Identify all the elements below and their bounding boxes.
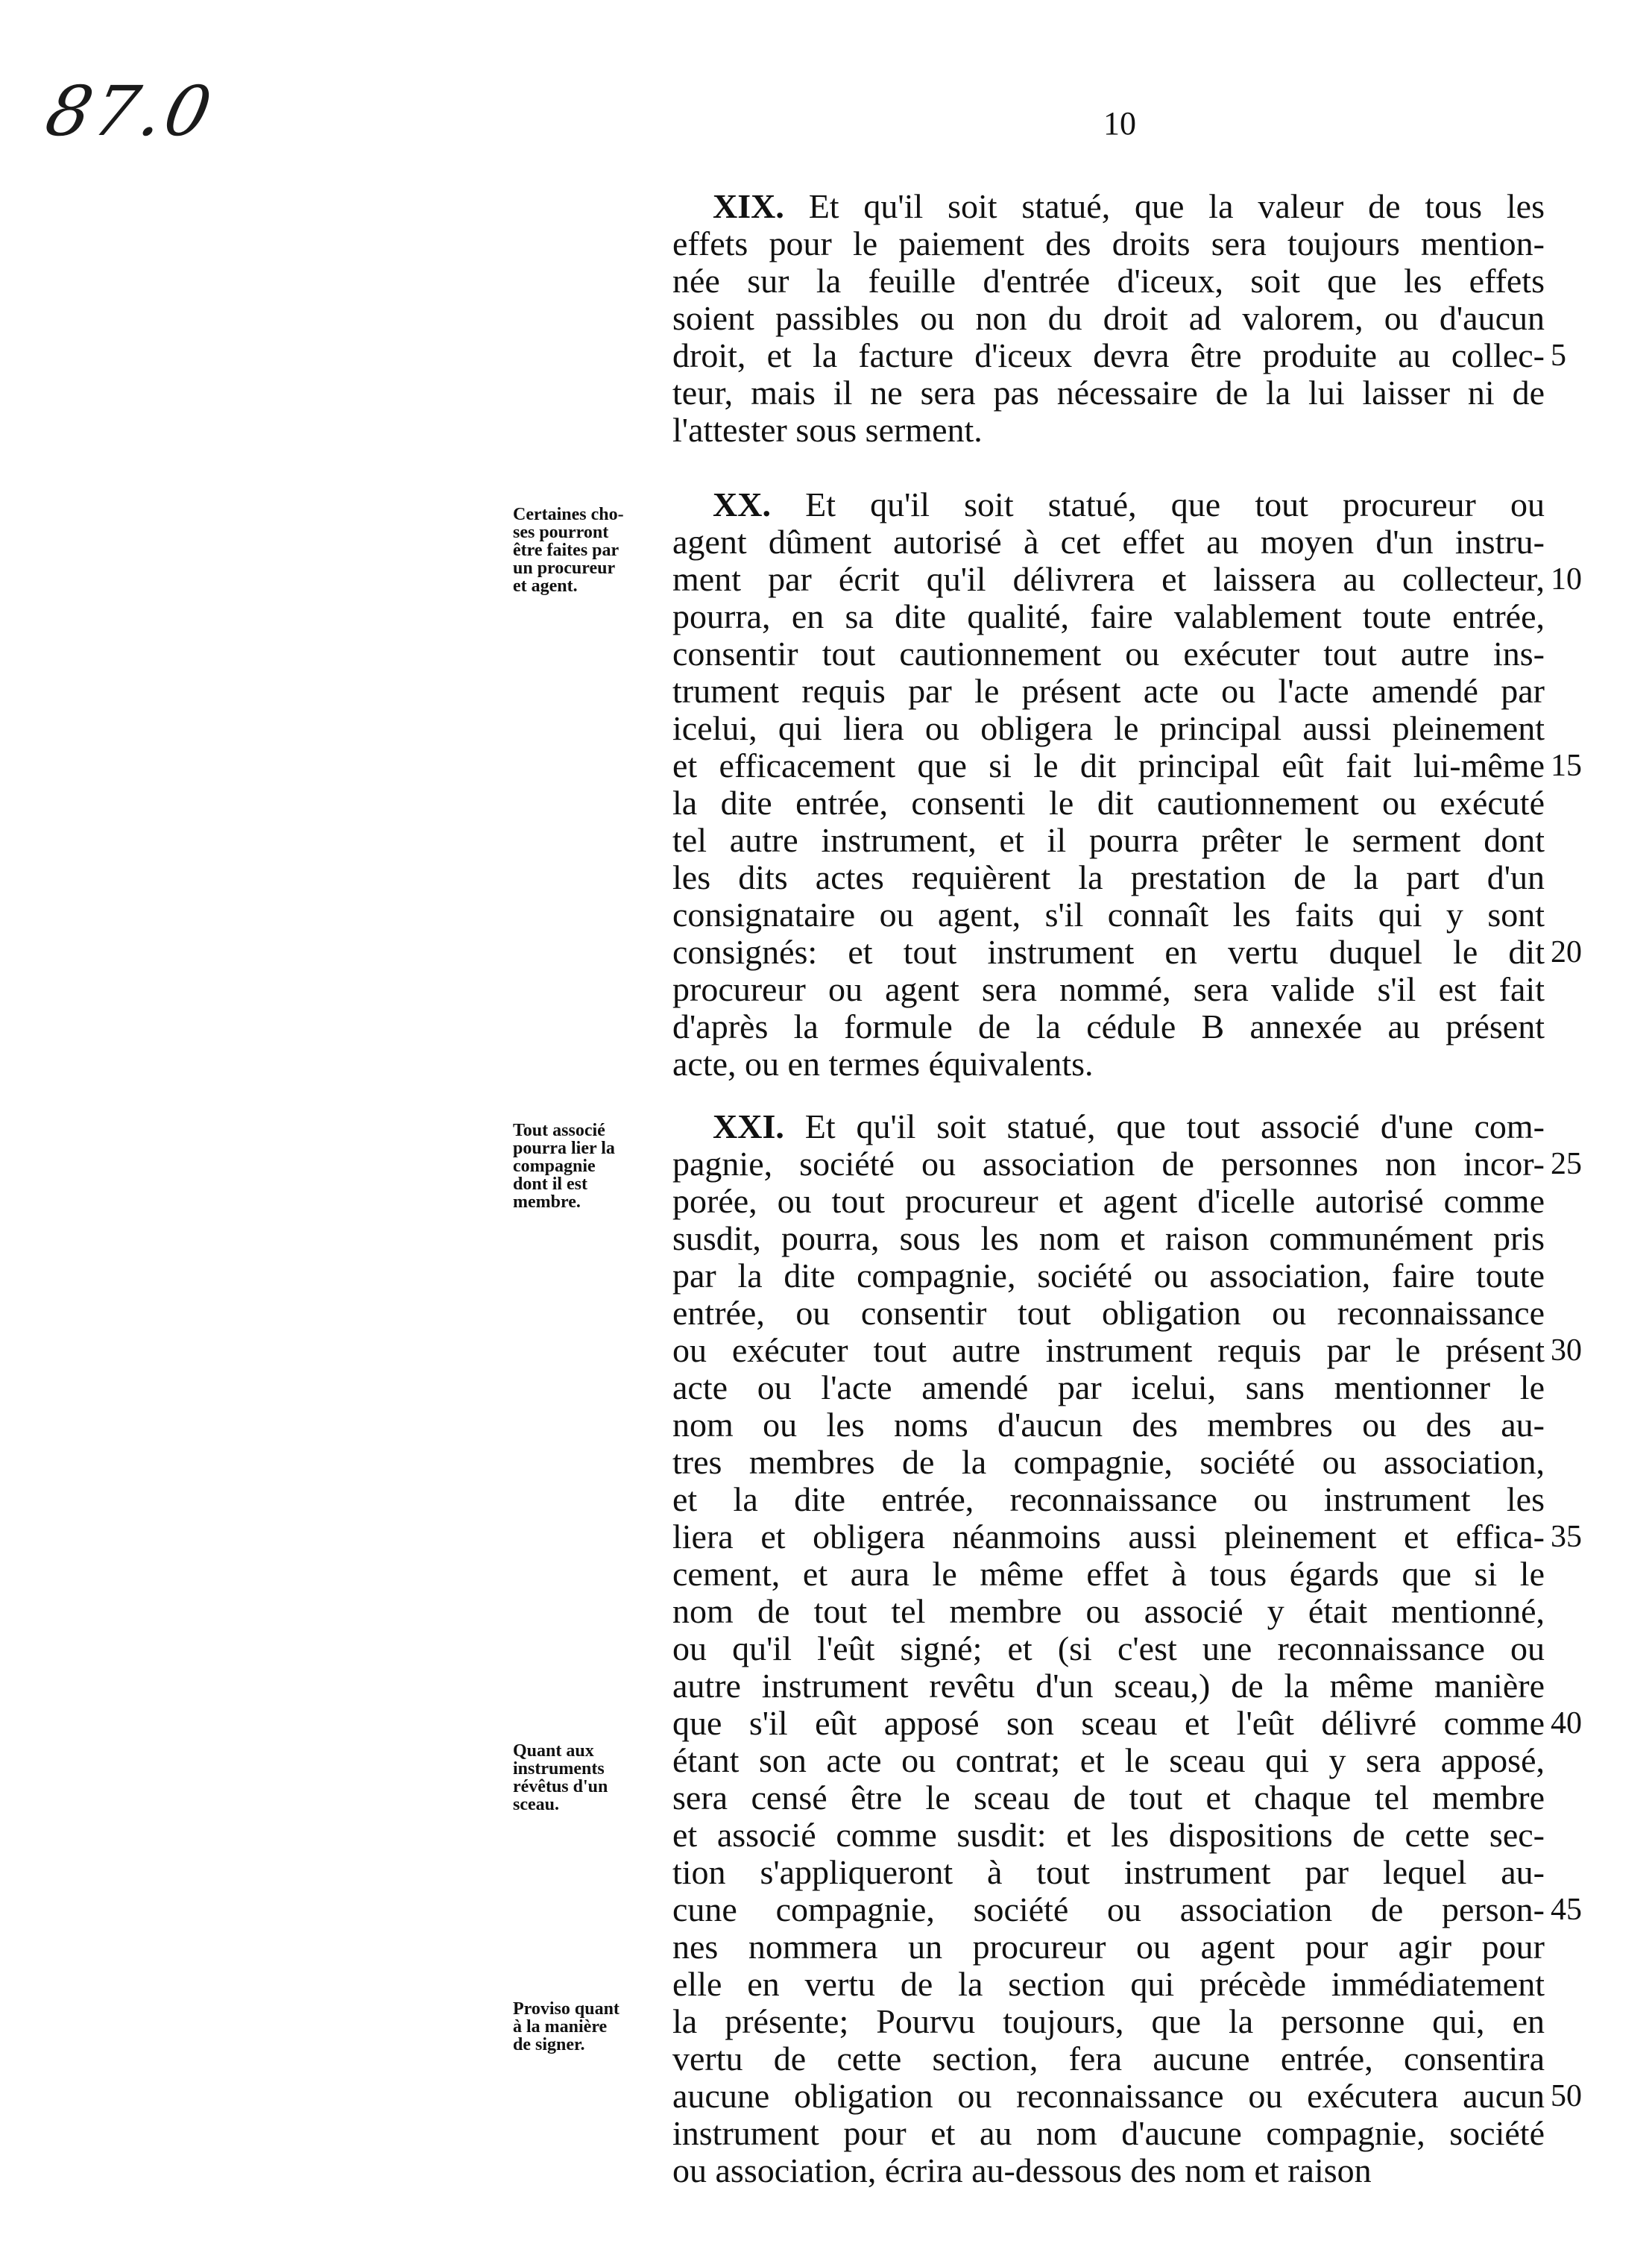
text-line <box>672 2040 1545 2078</box>
margin-note <box>513 1742 669 1814</box>
text-line-content: Et qu'il soit statué, que tout procureur ou <box>805 486 1545 523</box>
text-line-content: née sur la feuille d'entrée d'iceux, soit que les effets <box>672 262 1545 300</box>
text-line-content: et associé comme susdit: et les dispositions de cette sec- <box>672 1817 1545 1854</box>
line-number: 45 <box>1551 1893 1582 1927</box>
text-line-content: entrée, ou consentir tout obligation ou reconnaissance <box>672 1295 1545 1332</box>
text-line <box>672 412 1545 449</box>
line-number: 30 <box>1551 1333 1582 1368</box>
text-line <box>672 710 1545 747</box>
text-line-content: consentir tout cautionnement ou exécuter tout autre ins- <box>672 635 1545 673</box>
text-line <box>672 1518 1545 1556</box>
text-line <box>672 1556 1545 1593</box>
margin-note-line: compagnie <box>513 1157 596 1176</box>
text-line-content: Et qu'il soit statué, que tout associé d'une com- <box>804 1108 1545 1145</box>
text-line-content: teur, mais il ne sera pas nécessaire de la lui laisser ni de <box>672 374 1545 412</box>
text-line-content: par la dite compagnie, société ou association, faire toute <box>672 1257 1545 1295</box>
text-line <box>672 1891 1545 1928</box>
text-line-content: cune compagnie, société ou association de person- <box>672 1891 1545 1928</box>
text-line <box>672 1928 1545 1966</box>
text-line <box>672 1742 1545 1779</box>
text-line-content: aucune obligation ou reconnaissance ou exécutera aucun <box>672 2078 1545 2115</box>
text-line <box>672 523 1545 561</box>
text-line <box>672 1966 1545 2003</box>
text-line <box>672 1779 1545 1817</box>
text-line-content: cement, et aura le même effet à tous égards que si le <box>672 1556 1545 1593</box>
text-line <box>713 188 1545 225</box>
section-heading: XX. <box>713 486 806 523</box>
text-line-content: que s'il eût apposé son sceau et l'eût délivré comme <box>672 1705 1545 1742</box>
text-line <box>672 1369 1545 1406</box>
margin-note-line: révêtus d'un <box>513 1777 608 1796</box>
text-line <box>672 1593 1545 1630</box>
margin-note-line: être faites par <box>513 541 620 560</box>
text-line-content: liera et obligera néanmoins aussi pleinement et effica- <box>672 1518 1545 1556</box>
text-line <box>672 1183 1545 1220</box>
text-line <box>713 486 1545 523</box>
text-line <box>672 2003 1545 2040</box>
margin-note-line: de signer. <box>513 2035 585 2054</box>
line-number: 25 <box>1551 1147 1582 1181</box>
margin-note <box>513 2000 669 2054</box>
line-number: 50 <box>1551 2079 1582 2113</box>
text-line-content: et efficacement que si le dit principal eût fait lui-même <box>672 747 1545 784</box>
text-line <box>672 374 1545 412</box>
text-line <box>672 2152 1545 2189</box>
text-line-content: nom ou les noms d'aucun des membres ou des au- <box>672 1406 1545 1444</box>
margin-note-line: Tout associé <box>513 1121 605 1140</box>
text-line-content: pagnie, société ou association de personnes non incor- <box>672 1145 1545 1183</box>
text-line <box>672 1667 1545 1705</box>
text-line <box>672 1145 1545 1183</box>
text-line <box>672 2078 1545 2115</box>
margin-note-line: un procureur <box>513 559 616 578</box>
text-line <box>672 1406 1545 1444</box>
text-line <box>672 1008 1545 1045</box>
text-line-content: Et qu'il soit statué, que la valeur de tous les <box>808 188 1545 225</box>
text-line <box>672 2115 1545 2152</box>
text-line <box>672 1257 1545 1295</box>
text-line-content: ou exécuter tout autre instrument requis par le présent <box>672 1332 1545 1369</box>
text-line-content: agent dûment autorisé à cet effet au moyen d'un instru- <box>672 523 1545 561</box>
margin-note-line: instruments <box>513 1759 605 1779</box>
line-number: 5 <box>1551 339 1566 373</box>
text-line <box>672 1332 1545 1369</box>
text-line <box>713 1108 1545 1145</box>
text-line-content: autre instrument revêtu d'un sceau,) de la même manière <box>672 1667 1545 1705</box>
text-line-content: et la dite entrée, reconnaissance ou instrument les <box>672 1481 1545 1518</box>
text-line <box>672 784 1545 822</box>
section-heading: XIX. <box>713 188 809 225</box>
text-line-content: tel autre instrument, et il pourra prêter le serment dont <box>672 822 1545 859</box>
line-number: 15 <box>1551 749 1582 783</box>
margin-note-line: Certaines cho- <box>513 505 624 524</box>
text-line-content: trument requis par le présent acte ou l'acte amendé par <box>672 673 1545 710</box>
text-line-content: ment par écrit qu'il délivrera et laissera au collecteur, <box>672 561 1545 598</box>
page-number: 10 <box>1103 105 1136 142</box>
text-line-content: susdit, pourra, sous les nom et raison communément pris <box>672 1220 1545 1257</box>
margin-note-line: et agent. <box>513 576 578 596</box>
text-line <box>672 1045 1545 1083</box>
text-line <box>672 747 1545 784</box>
text-line-content: les dits actes requièrent la prestation de la part d'un <box>672 859 1545 896</box>
text-line <box>672 225 1545 262</box>
text-line <box>672 1630 1545 1667</box>
text-line <box>672 1444 1545 1481</box>
text-line <box>672 1295 1545 1332</box>
text-line <box>672 896 1545 934</box>
text-line-content: tion s'appliqueront à tout instrument par lequel au- <box>672 1854 1545 1891</box>
text-line-content: la dite entrée, consenti le dit cautionnement ou exécuté <box>672 784 1545 822</box>
text-line <box>672 598 1545 635</box>
text-line-content: droit, et la facture d'iceux devra être produite au collec- <box>672 337 1545 374</box>
text-line-content: d'après la formule de la cédule B annexée au présent <box>672 1008 1545 1045</box>
text-line <box>672 1220 1545 1257</box>
text-line-content: elle en vertu de la section qui précède immédiatement <box>672 1966 1545 2003</box>
text-line-content: sera censé être le sceau de tout et chaque tel membre <box>672 1779 1545 1817</box>
text-line <box>672 1705 1545 1742</box>
section-heading: XXI. <box>713 1108 805 1145</box>
line-number: 35 <box>1551 1520 1582 1554</box>
text-line-content: porée, ou tout procureur et agent d'icelle autorisé comme <box>672 1183 1545 1220</box>
text-line-content: acte ou l'acte amendé par icelui, sans mentionner le <box>672 1369 1545 1406</box>
text-line-content: étant son acte ou contrat; et le sceau qui y sera apposé, <box>672 1742 1545 1779</box>
text-line <box>672 1854 1545 1891</box>
text-line-content: consignés: et tout instrument en vertu duquel le dit <box>672 934 1545 971</box>
margin-note-line: membre. <box>513 1192 581 1212</box>
text-line-content: ou qu'il l'eût signé; et (si c'est une reconnaissance ou <box>672 1630 1545 1667</box>
margin-note <box>513 1122 669 1211</box>
line-number: 40 <box>1551 1706 1582 1740</box>
text-line <box>672 1817 1545 1854</box>
margin-note <box>513 506 669 595</box>
text-line-content: effets pour le paiement des droits sera toujours mention- <box>672 225 1545 262</box>
text-line <box>672 971 1545 1008</box>
text-line-content: soient passibles ou non du droit ad valorem, ou d'aucun <box>672 300 1545 337</box>
text-line-content: la présente; Pourvu toujours, que la personne qui, en <box>672 2003 1545 2040</box>
text-line-content: l'attester sous serment. <box>672 412 983 449</box>
text-line-content: nes nommera un procureur ou agent pour agir pour <box>672 1928 1545 1966</box>
text-line <box>672 635 1545 673</box>
text-line <box>672 337 1545 374</box>
text-line-content: acte, ou en termes équivalents. <box>672 1045 1094 1083</box>
margin-note-line: à la manière <box>513 2017 608 2037</box>
margin-note-line: sceau. <box>513 1795 559 1814</box>
margin-note-line: dont il est <box>513 1174 588 1194</box>
text-line-content: procureur ou agent sera nommé, sera valide s'il est fait <box>672 971 1545 1008</box>
text-line <box>672 262 1545 300</box>
margin-note-line: Proviso quant <box>513 1999 620 2019</box>
text-line <box>672 822 1545 859</box>
margin-note-line: pourra lier la <box>513 1139 615 1158</box>
line-number: 20 <box>1551 935 1582 969</box>
handwritten-page-mark: 87.0 <box>39 72 221 151</box>
text-line-content: vertu de cette section, fera aucune entrée, consentira <box>672 2040 1545 2078</box>
text-line-content: pourra, en sa dite qualité, faire valablement toute entrée, <box>672 598 1545 635</box>
text-line <box>672 934 1545 971</box>
line-number: 10 <box>1551 562 1582 597</box>
margin-note-line: ses pourront <box>513 523 609 542</box>
text-line <box>672 561 1545 598</box>
text-line-content: tres membres de la compagnie, société ou association, <box>672 1444 1545 1481</box>
text-line-content: nom de tout tel membre ou associé y était mentionné, <box>672 1593 1545 1630</box>
margin-note-line: Quant aux <box>513 1741 594 1761</box>
text-line-content: ou association, écrira au-dessous des nom et raison <box>672 2152 1372 2189</box>
text-line-content: consignataire ou agent, s'il connaît les faits qui y sont <box>672 896 1545 934</box>
text-line-content: instrument pour et au nom d'aucune compagnie, société <box>672 2115 1545 2152</box>
text-line <box>672 300 1545 337</box>
text-line <box>672 1481 1545 1518</box>
text-line <box>672 859 1545 896</box>
text-line <box>672 673 1545 710</box>
text-line-content: icelui, qui liera ou obligera le principal aussi pleinement <box>672 710 1545 747</box>
